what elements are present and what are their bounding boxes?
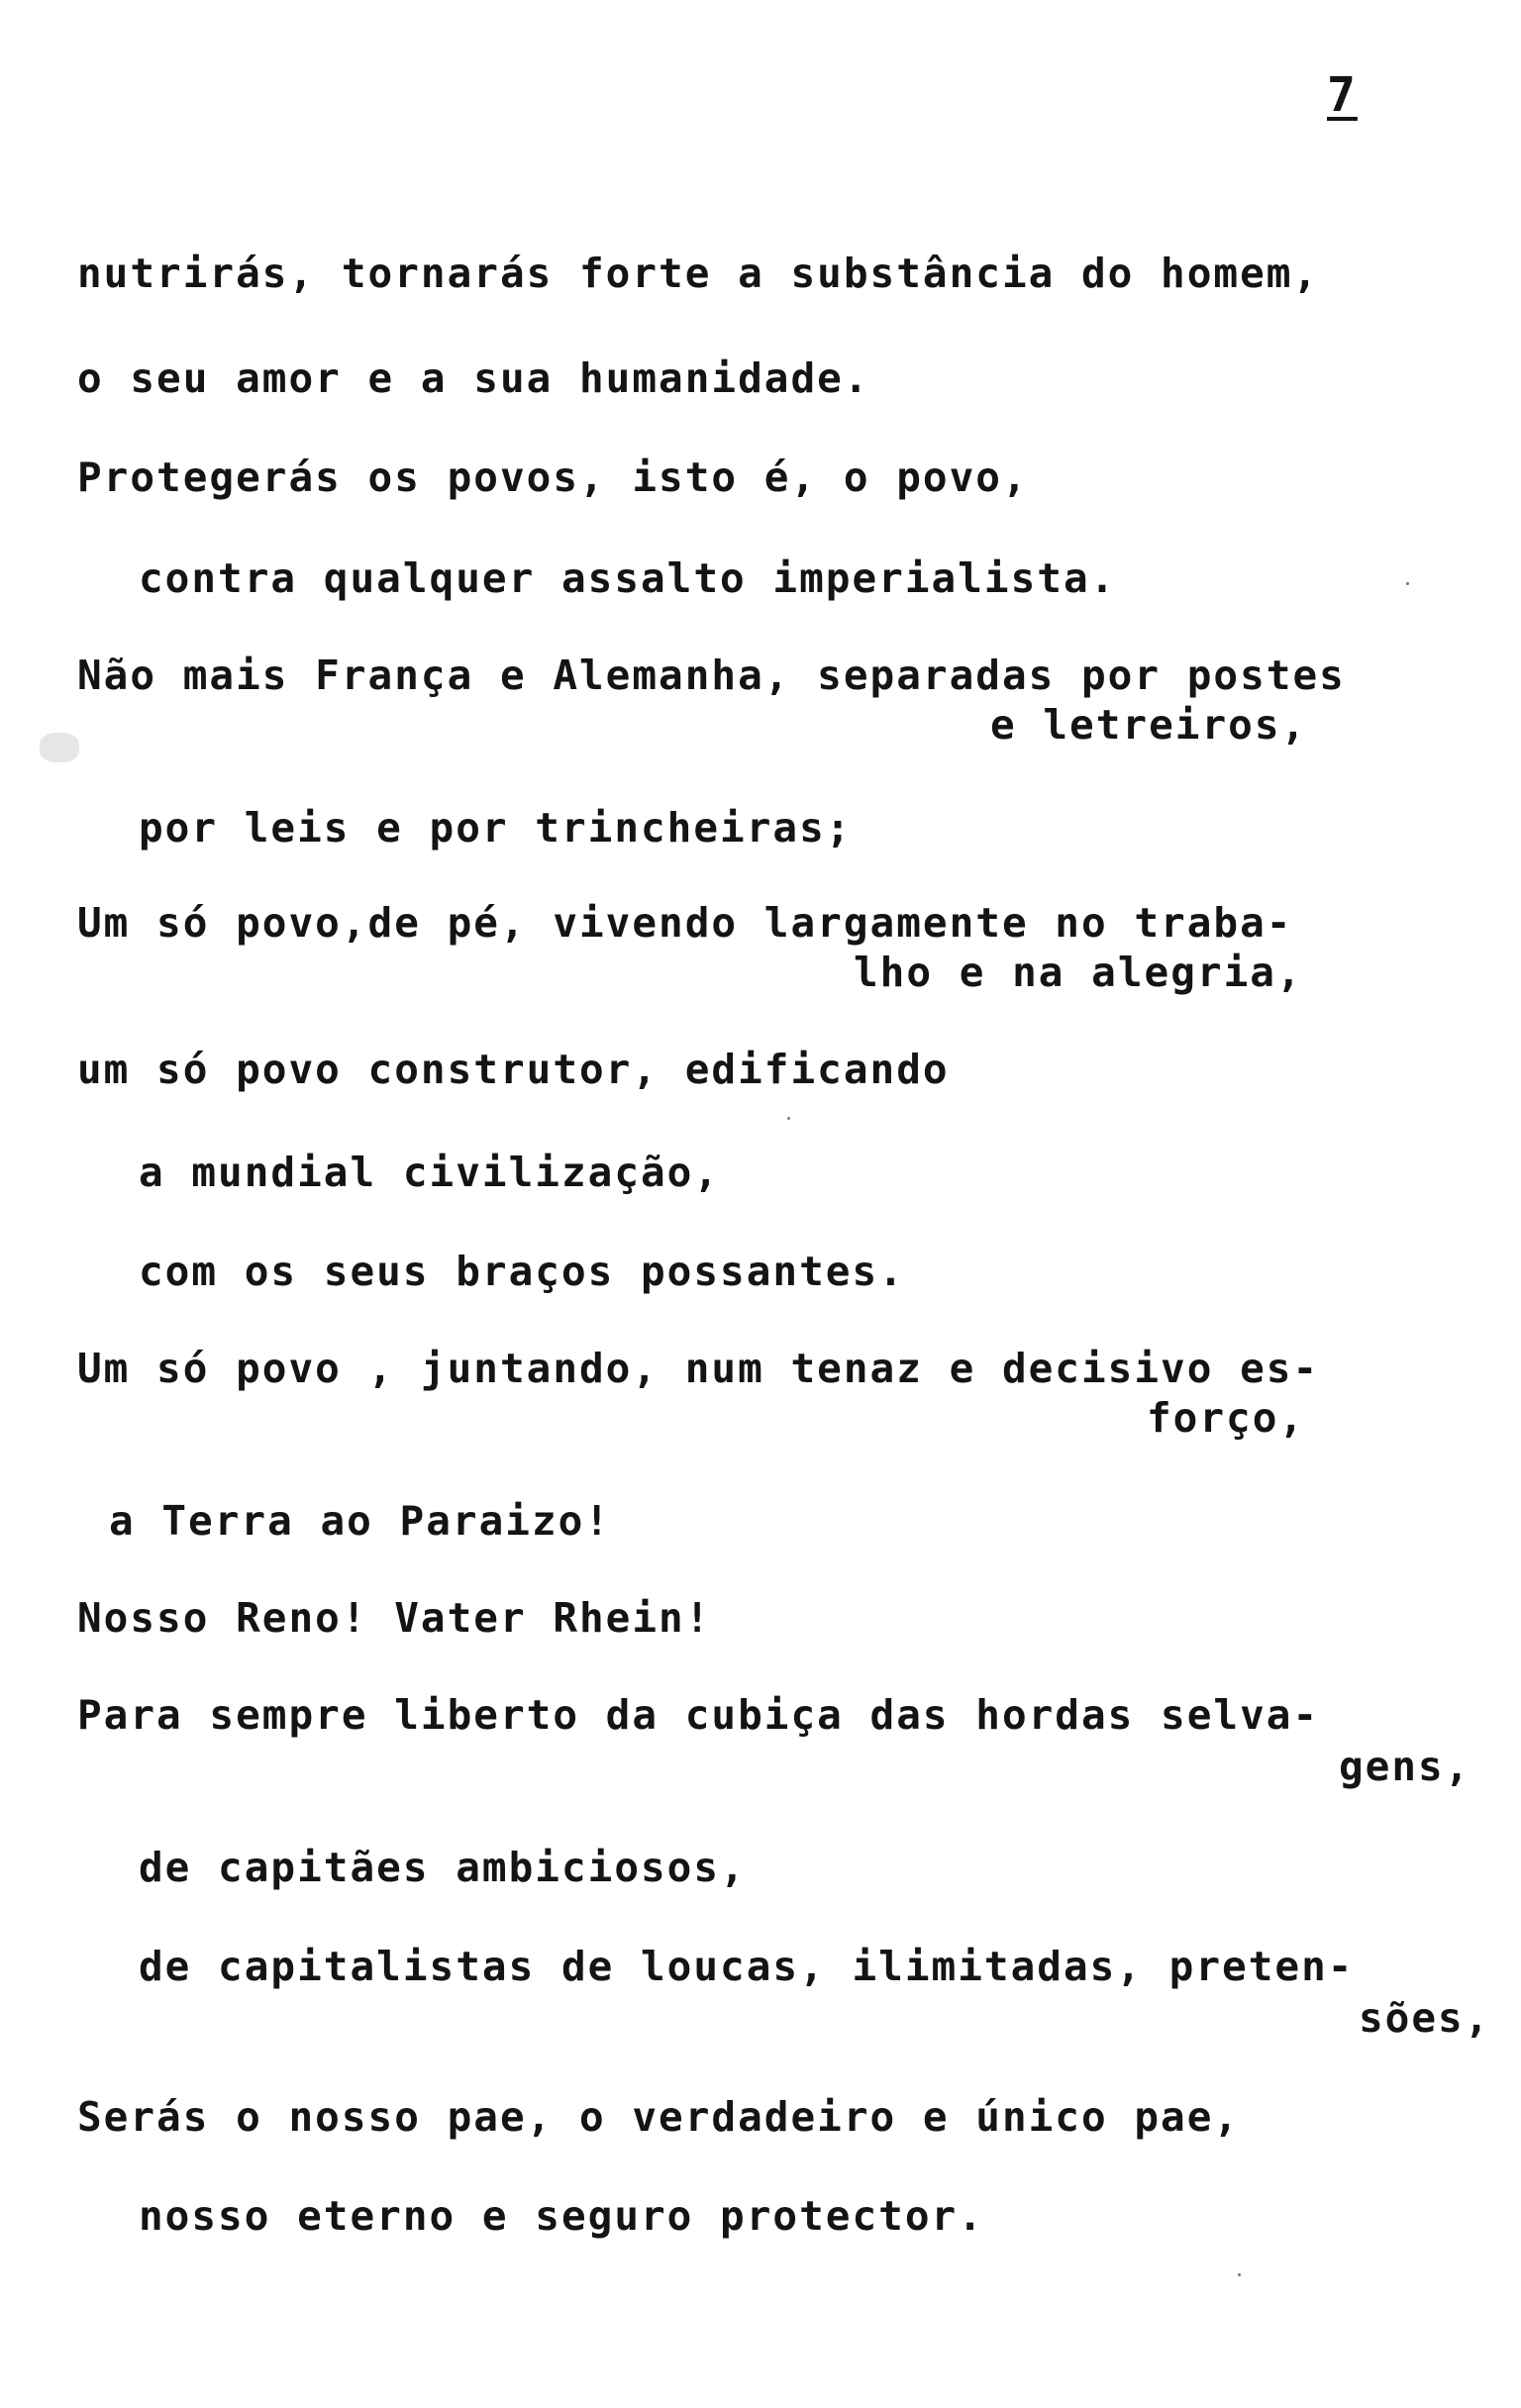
page-number: 7: [1327, 67, 1358, 123]
poem-line-continuation: forço,: [1147, 1394, 1306, 1442]
poem-line: a Terra ao Paraizo!: [109, 1497, 611, 1545]
scan-speck: [787, 1117, 790, 1120]
poem-line: contra qualquer assalto imperialista.: [139, 554, 1117, 602]
poem-line: Nosso Reno! Vater Rhein!: [77, 1594, 712, 1642]
poem-line: o seu amor e a sua humanidade.: [77, 354, 870, 402]
poem-line: um só povo construtor, edificando: [77, 1046, 950, 1093]
poem-line: de capitães ambiciosos,: [139, 1844, 747, 1891]
poem-line: Um só povo , juntando, num tenaz e decisivo es-: [77, 1345, 1320, 1392]
poem-line: Não mais França e Alemanha, separadas por postes: [77, 652, 1346, 699]
poem-line: Protegerás os povos, isto é, o povo,: [77, 453, 1029, 501]
poem-line-continuation: sões,: [1359, 1994, 1491, 2042]
poem-line: nutrirás, tornarás forte a substância do homem,: [77, 250, 1320, 297]
scan-speck: [1406, 582, 1409, 585]
poem-line: de capitalistas de loucas, ilimitadas, preten-: [139, 1943, 1355, 1990]
poem-line: Serás o nosso pae, o verdadeiro e único pae,: [77, 2093, 1241, 2141]
poem-line: com os seus braços possantes.: [139, 1248, 905, 1295]
poem-line: Para sempre liberto da cubiça das hordas selva-: [77, 1691, 1320, 1739]
scan-speck: [1238, 2273, 1241, 2276]
poem-line-continuation: e letreiros,: [990, 701, 1308, 749]
poem-line: Um só povo,de pé, vivendo largamente no traba-: [77, 899, 1293, 947]
scan-speck: [40, 733, 79, 762]
poem-line: nosso eterno e seguro protector.: [139, 2192, 984, 2240]
poem-line-continuation: lho e na alegria,: [854, 949, 1303, 996]
poem-line-continuation: gens,: [1339, 1743, 1471, 1790]
poem-line: por leis e por trincheiras;: [139, 804, 853, 852]
poem-line: a mundial civilização,: [139, 1149, 721, 1196]
